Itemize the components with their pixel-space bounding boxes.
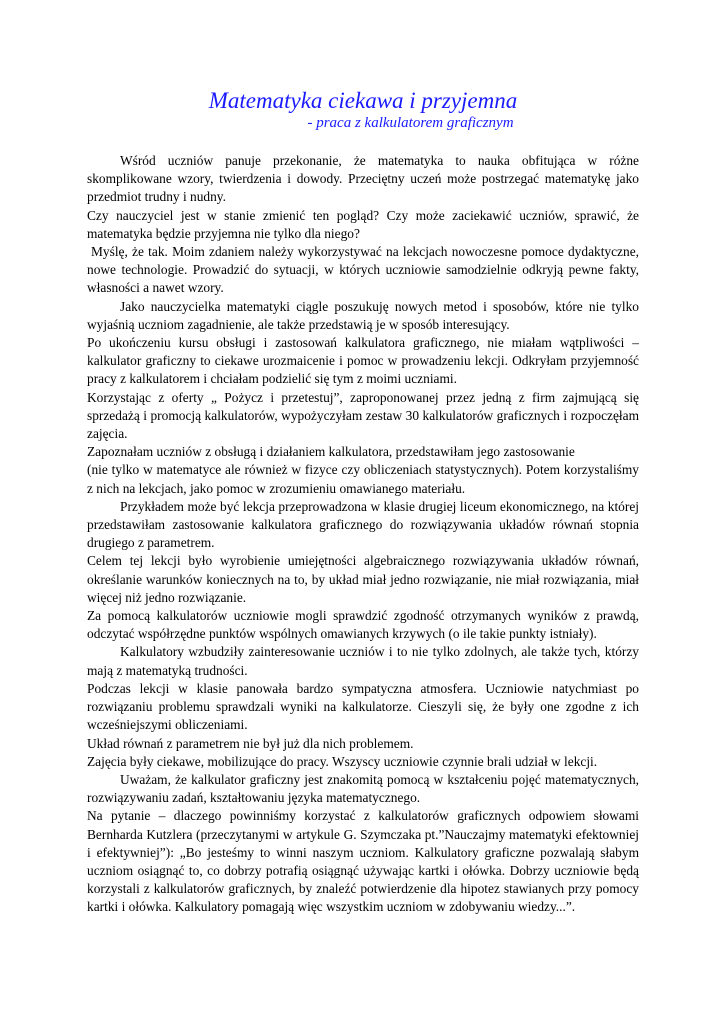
paragraph-9: Przykładem może być lekcja przeprowadzona w klasie drugiej liceum ekonomicznego, na której przedstawiłam zastosowanie kalkulatora graficznego do rozwiązywania układów równań stopnia drugiego z parametrem. [87, 498, 639, 551]
document-title: Matematyka ciekawa i przyjemna [208, 88, 518, 113]
paragraph-1: Wśród uczniów panuje przekonanie, że matematyka to nauka obfitująca w różne skomplikowane wzory, twierdzenia i dowody. Przeciętny uczeń może postrzegać matematykę jako przedmiot trudny i nudny. [87, 153, 639, 205]
document-page [87, 88, 639, 917]
paragraph-3: Myślę, że tak. Moim zdaniem należy wykorzystywać na lekcjach nowoczesne pomoce dydaktyczne, nowe technologie. Prowadzić do sytuacji, w których uczniowie samodzielnie odkryją pewne fakty, własności a nawet wzory. [87, 244, 639, 296]
document-subtitle: - praca z kalkulatorem graficznym [307, 115, 514, 131]
paragraph-14: Układ równań z parametrem nie był już dla nich problemem. [87, 735, 414, 751]
paragraph-8: (nie tylko w matematyce ale również w fizyce czy obliczeniach statystycznych). Potem korzystaliśmy z nich na lekcjach, jako pomoc w zrozumieniu omawianego materiału. [87, 462, 639, 496]
paragraph-6: Korzystając z oferty „ Pożycz i przetestuj”, zaproponowanej przez jedną z firm zajmującą się sprzedażą i promocją kalkulatorów, wypożyczyłam zestaw 30 kalkulatorów graficznych i rozpoczęłam zajęcia. [87, 389, 639, 442]
paragraph-4: Jako nauczycielka matematyki ciągle poszukuję nowych metod i sposobów, które nie tylko wyjaśnią uczniom zagadnienie, ale także przedstawią je w sposób interesujący. [87, 298, 639, 332]
paragraph-16: Uważam, że kalkulator graficzny jest znakomitą pomocą w kształceniu pojęć matematycznych, rozwiązywaniu zadań, kształtowaniu języka matematycznego. [87, 771, 639, 806]
paragraph-11: Za pomocą kalkulatorów uczniowie mogli sprawdzić zgodność otrzymanych wyników z prawdą, odczytać współrzędne punktów wspólnych omawianych krzywych (o ile takie punkty istniały). [87, 608, 639, 642]
paragraph-17: Na pytanie – dlaczego powinniśmy korzystać z kalkulatorów graficznych odpowiem słowami Bernharda Kutzlera (przeczytanymi w artykule G. Szymczaka pt.”Nauczajmy matematyki efektowniej i efektywniej”): „Bo jesteśmy to winni naszym uczniom. Kalkulatory graficzne pozwalają słabym uczniom osiągnąć to, co dobrzy potrafią osiągnąć używając kartki i ołówka. Dobrzy uczniowie będą korzystali z kalkulatorów graficznych, by znaleźć potwierdzenie dla hipotez stawianych przy pomocy kartki i ołówka. Kalkulatory pomagają więc wszystkim uczniom w zdobywaniu wiedzy...”. [87, 808, 639, 915]
paragraph-13: Podczas lekcji w klasie panowała bardzo sympatyczna atmosfera. Uczniowie natychmiast po rozwiązaniu problemu sprawdzali wyniki na kalkulatorze. Cieszyli się, że były one zgodne z ich wcześniejszymi obliczeniami. [87, 680, 639, 733]
paragraph-10: Celem tej lekcji było wyrobienie umiejętności algebraicznego rozwiązywania układów równań, określanie warunków koniecznych na to, by układ miał jedno rozwiązanie, nie miał rozwiązania, miał więcej niż jedno rozwiązanie. [87, 553, 639, 605]
paragraph-7: Zapoznałam uczniów z obsługą i działaniem kalkulatora, przedstawiłam jego zastosowanie [87, 444, 575, 460]
paragraph-15: Zajęcia były ciekawe, mobilizujące do pracy. Wszyscy uczniowie czynnie brali udział w lekcji. [87, 753, 598, 769]
paragraph-5: Po ukończeniu kursu obsługi i zastosowań kalkulatora graficznego, nie miałam wątpliwości – kalkulator graficzny to ciekawe urozmaicenie i pomoc w prowadzeniu lekcji. Odkryłam przyjemność pracy z kalkulatorem i chciałam podzielić się tym z moimi uczniami. [87, 335, 639, 387]
paragraph-2: Czy nauczyciel jest w stanie zmienić ten pogląd? Czy może zaciekawić uczniów, sprawić, że matematyka będzie przyjemna nie tylko dla niego? [87, 207, 639, 241]
paragraph-12: Kalkulatory wzbudziły zainteresowanie uczniów i to nie tylko zdolnych, ale także tych, którzy mają z matematyką trudności. [87, 644, 639, 678]
